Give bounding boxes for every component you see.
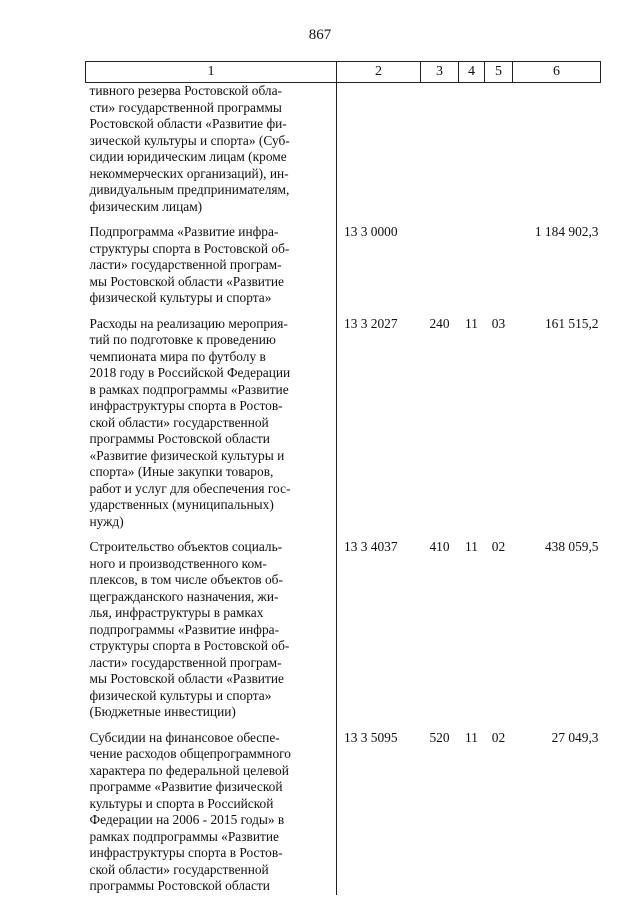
row-description: тивного резерва Ростовской обла- сти» государственной программы Ростовской области «Развитие фи- зической культуры и спорта» (Суб- сидии юридическим лицам (кроме некоммерческих организаций), ин- дивидуальным предпринимателям, физическим лицам) xyxy=(86,83,337,216)
row-amount: 438 059,5 xyxy=(544,539,599,554)
row-description: Субсидии на финансовое обеспе- чение расходов общепрограммного характера по федеральной целевой программе «Развитие физической культуры и спорта в Российской Федерации на 2006 - 2015 годы» в рамках подпрограммы «Развитие инфраструктуры спорта в Ростов- ской области» государственной программы Ростовской области xyxy=(86,730,337,895)
table-row xyxy=(86,224,601,307)
row-pr: 03 xyxy=(491,315,506,331)
row-vr: 410 xyxy=(429,539,450,554)
column-header-4: 4 xyxy=(459,62,485,83)
row-description: Строительство объектов социаль- ного и производственного ком- плексов, в том числе объектов об- щегражданского назначения, жи- лья, инфраструктуры в рамках подпрограммы «Развитие инфра- структуры спорта в Ростовской об- ласти» государственной програм- мы Ростовской области «Развитие физической культуры и спорта» (Бюджетные инвестиции) xyxy=(86,539,337,721)
row-code: 13 3 2027 xyxy=(344,315,398,331)
budget-table xyxy=(85,61,601,895)
page-number: 867 xyxy=(308,27,332,43)
header-row xyxy=(86,62,601,83)
column-header-2: 2 xyxy=(337,62,421,83)
row-code: 13 3 4037 xyxy=(344,539,398,554)
row-rz xyxy=(459,224,485,307)
table-row xyxy=(86,539,601,721)
row-pr xyxy=(485,224,513,307)
row-amount xyxy=(513,83,601,216)
row-code xyxy=(337,83,421,216)
row-rz: 11 xyxy=(465,315,478,331)
row-pr: 02 xyxy=(491,539,506,554)
row-rz: 11 xyxy=(465,539,478,554)
row-vr xyxy=(421,224,459,307)
row-description: Расходы на реализацию мероприя- тий по подготовке к проведению чемпионата мира по футболу в 2018 году в Российской Федерации в рамках подпрограммы «Развитие инфраструктуры спорта в Ростов- ской области» государственной программы Ростовской области «Развитие физической культуры и спорта» (Иные закупки товаров, работ и услуг для обеспечения гос- ударственных (муниципальных) нужд) xyxy=(86,316,337,531)
row-rz xyxy=(459,83,485,216)
row-vr: 240 xyxy=(429,315,450,331)
table-row xyxy=(86,83,601,216)
row-vr xyxy=(421,83,459,216)
row-pr xyxy=(485,83,513,216)
row-vr: 520 xyxy=(429,729,450,745)
row-amount: 27 049,3 xyxy=(551,729,599,745)
column-header-3: 3 xyxy=(421,62,459,83)
row-rz: 11 xyxy=(465,729,478,745)
row-pr: 02 xyxy=(491,729,506,745)
row-code: 13 3 5095 xyxy=(344,729,398,745)
row-description: Подпрограмма «Развитие инфра- структуры спорта в Ростовской об- ласти» государственной програм- мы Ростовской области «Развитие физической культуры и спорта» xyxy=(86,224,337,307)
table-row xyxy=(86,730,601,895)
column-header-5: 5 xyxy=(485,62,513,83)
column-header-1: 1 xyxy=(86,62,337,83)
row-amount: 1 184 902,3 xyxy=(534,224,599,239)
column-header-6: 6 xyxy=(513,62,601,83)
row-code: 13 3 0000 xyxy=(344,224,398,239)
table-row xyxy=(86,316,601,531)
row-amount: 161 515,2 xyxy=(544,315,599,331)
